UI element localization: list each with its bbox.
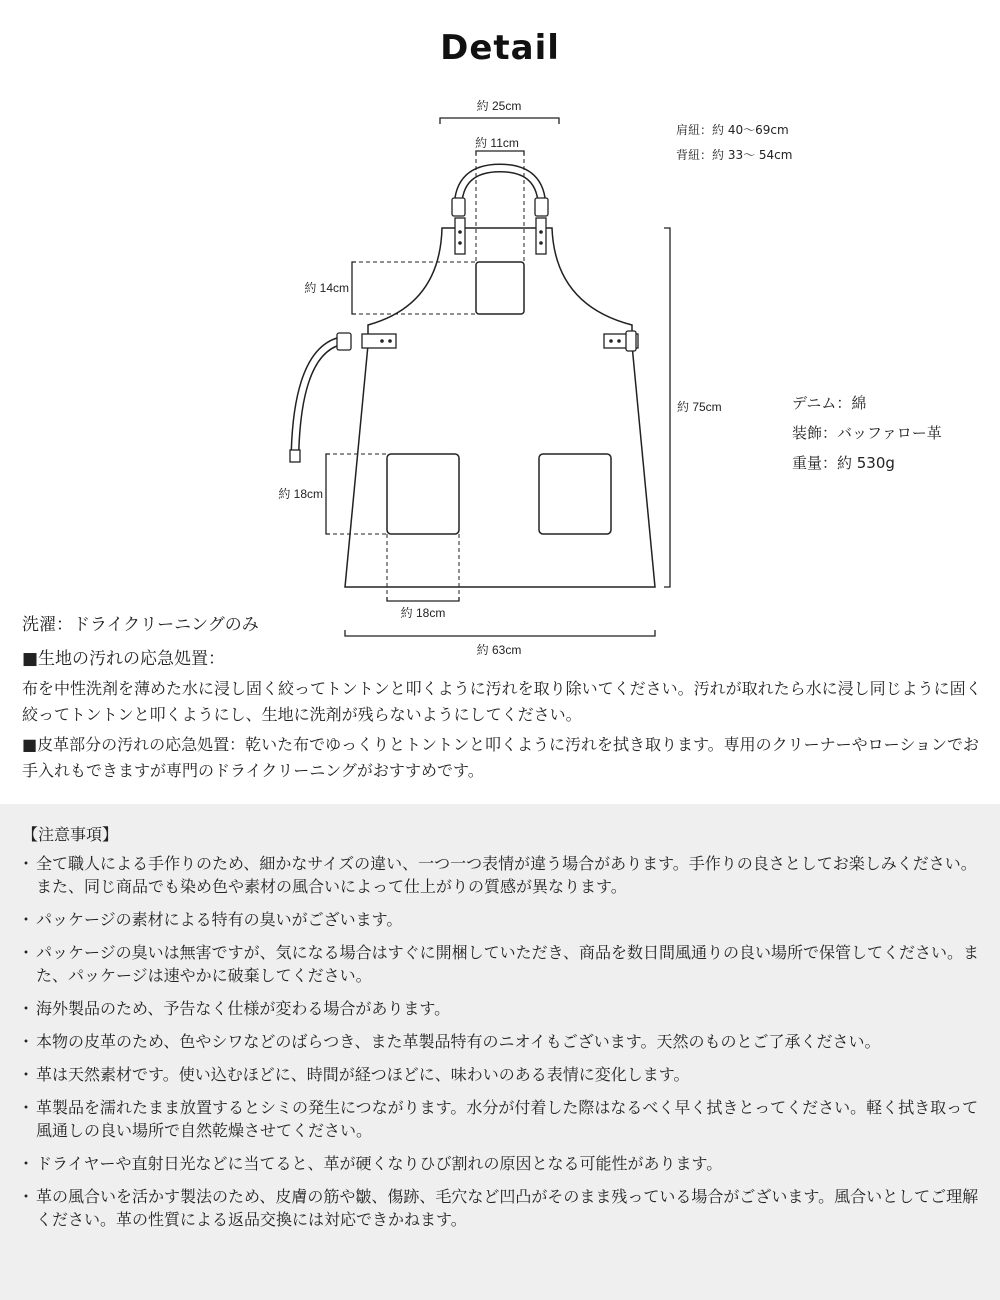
- dim-label-pocket-width: 約 18cm: [400, 606, 446, 620]
- dim-label-bib-height: 約 14cm: [304, 281, 349, 295]
- dim-label-length: 約 75cm: [677, 400, 722, 414]
- right-neck-buckle: [535, 198, 548, 216]
- back-strap-length: 背紐：約 33〜 54cm: [676, 148, 793, 162]
- dim-total-width: [345, 630, 655, 636]
- right-pocket: [539, 454, 611, 534]
- dim-label-bib-width: 約 11cm: [475, 136, 519, 150]
- note-item: ・ 本物の皮革のため、色やシワなどのばらつき、また革製品特有のニオイもございます。天然のものとご了承ください。: [18, 1030, 980, 1053]
- notes-heading: 【注意事項】: [22, 825, 119, 844]
- materials: [792, 388, 942, 478]
- page-title: Detail: [440, 28, 560, 68]
- product-weight: 重量：約 530g: [792, 454, 895, 472]
- shoulder-strap-length: 肩紐：約 40〜69cm: [676, 123, 789, 137]
- note-item: ・ パッケージの素材による特有の臭いがございます。: [18, 908, 980, 931]
- note-item: ・ 全て職人による手作りのため、細かなサイズの違い、一つ一つ表情が違う場合があります。手作りの良さとしてお楽しみください。また、同じ商品でも染め色や素材の風合いによって仕上がりの質感が異なります。: [18, 852, 980, 898]
- strap-lengths: [676, 118, 792, 168]
- note-item: ・ 革製品を濡れたまま放置するとシミの発生につながります。水分が付着した際はなるべく早く拭きとってください。軽く拭き取って風通しの良い場所で自然乾燥させてください。: [18, 1096, 980, 1142]
- right-waist-buckle: [626, 331, 636, 351]
- tie-end: [290, 450, 300, 462]
- leather-care-text: ■皮革部分の汚れの応急処置：乾いた布でゆっくりとトントンと叩くように汚れを拭き取ります。専用のクリーナーやローションでお手入れもできますが専門のドライクリーニングがおすすめです。: [22, 735, 980, 780]
- note-item: ・ ドライヤーや直射日光などに当てると、革が硬くなりひび割れの原因となる可能性があります。: [18, 1152, 980, 1175]
- note-item: ・ 海外製品のため、予告なく仕様が変わる場合があります。: [18, 997, 980, 1020]
- bib-pocket: [476, 262, 524, 314]
- dim-label-pocket-height: 約 18cm: [278, 487, 323, 501]
- note-item: ・ パッケージの臭いは無害ですが、気になる場合はすぐに開梱していただき、商品を数日間風通りの良い場所で保管してください。また、パッケージは速やかに破棄してください。: [18, 941, 980, 987]
- dim-bib-width: [476, 151, 524, 155]
- dim-top-width: [440, 118, 559, 124]
- dim-length: [664, 228, 670, 587]
- notes-list: [18, 852, 980, 1241]
- dim-pocket-height: [326, 454, 330, 534]
- note-item: ・ 革は天然素材です。使い込むほどに、時間が経つほどに、味わいのある表情に変化します。: [18, 1063, 980, 1086]
- left-neck-tab: [455, 218, 465, 254]
- notes-section: [0, 804, 1000, 1300]
- dim-bib-height: [352, 262, 356, 314]
- right-neck-tab: [536, 218, 546, 254]
- left-waist-buckle: [337, 333, 351, 350]
- material-fabric: デニム：綿: [792, 394, 867, 412]
- washing-instructions: 洗濯：ドライクリーニングのみ: [22, 615, 259, 635]
- fabric-care-heading: ■生地の汚れの応急処置：: [22, 649, 226, 669]
- dim-label-total-width: 約 63cm: [476, 643, 522, 657]
- dim-pocket-width: [387, 597, 459, 601]
- dim-label-top-width: 約 25cm: [476, 99, 522, 113]
- left-pocket: [387, 454, 459, 534]
- material-trim: 装飾：バッファロー革: [792, 424, 942, 442]
- note-item: ・ 革の風合いを活かす製法のため、皮膚の筋や皺、傷跡、毛穴など凹凸がそのまま残っている場合がございます。風合いとしてご理解ください。革の性質による返品交換には対応できかねます。: [18, 1185, 980, 1231]
- left-neck-buckle: [452, 198, 465, 216]
- fabric-care-text: 布を中性洗剤を薄めた水に浸し固く絞ってトントンと叩くように汚れを取り除いてください。汚れが取れたら水に浸し同じように固く絞ってトントンと叩くようにし、生地に洗剤が残らないようにしてください。: [22, 679, 982, 724]
